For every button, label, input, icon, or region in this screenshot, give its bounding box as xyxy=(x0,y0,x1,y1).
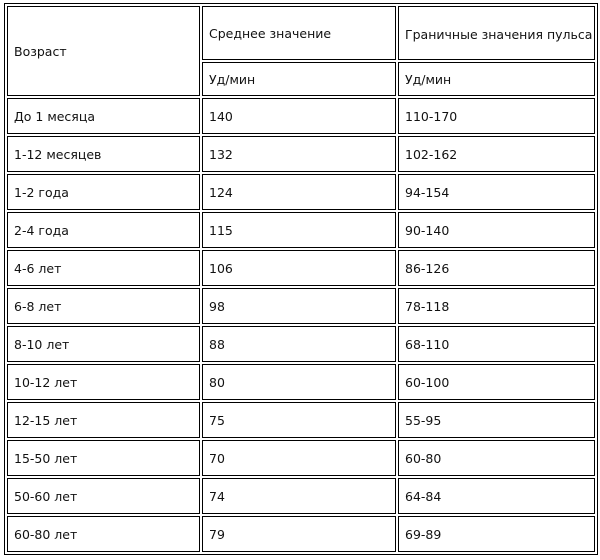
header-range-unit: Уд/мин xyxy=(398,62,595,96)
cell-age: 8-10 лет xyxy=(7,326,200,362)
cell-average: 140 xyxy=(202,98,396,134)
cell-range: 69-89 xyxy=(398,516,595,552)
table-row xyxy=(7,136,595,172)
cell-average: 79 xyxy=(202,516,396,552)
cell-age: 12-15 лет xyxy=(7,402,200,438)
cell-average: 75 xyxy=(202,402,396,438)
table-row xyxy=(7,478,595,514)
cell-average: 74 xyxy=(202,478,396,514)
cell-average: 70 xyxy=(202,440,396,476)
cell-average: 106 xyxy=(202,250,396,286)
pulse-rate-table xyxy=(4,3,598,555)
cell-age: 10-12 лет xyxy=(7,364,200,400)
cell-average: 115 xyxy=(202,212,396,248)
table-row xyxy=(7,98,595,134)
cell-average: 88 xyxy=(202,326,396,362)
cell-average: 98 xyxy=(202,288,396,324)
cell-age: До 1 месяца xyxy=(7,98,200,134)
cell-age: 6-8 лет xyxy=(7,288,200,324)
cell-age: 15-50 лет xyxy=(7,440,200,476)
cell-range: 110-170 xyxy=(398,98,595,134)
cell-range: 86-126 xyxy=(398,250,595,286)
cell-range: 60-80 xyxy=(398,440,595,476)
table-row xyxy=(7,402,595,438)
table-body xyxy=(7,6,595,552)
table-row xyxy=(7,288,595,324)
header-range: Граничные значения пульса xyxy=(398,6,595,60)
cell-range: 68-110 xyxy=(398,326,595,362)
cell-average: 124 xyxy=(202,174,396,210)
cell-age: 50-60 лет xyxy=(7,478,200,514)
header-row xyxy=(7,6,595,60)
header-average-unit: Уд/мин xyxy=(202,62,396,96)
cell-age: 60-80 лет xyxy=(7,516,200,552)
cell-age: 1-12 месяцев xyxy=(7,136,200,172)
table-row xyxy=(7,174,595,210)
cell-age: 1-2 года xyxy=(7,174,200,210)
table-row xyxy=(7,516,595,552)
cell-range: 78-118 xyxy=(398,288,595,324)
cell-age: 4-6 лет xyxy=(7,250,200,286)
cell-range: 55-95 xyxy=(398,402,595,438)
cell-range: 102-162 xyxy=(398,136,595,172)
table-row xyxy=(7,212,595,248)
cell-average: 80 xyxy=(202,364,396,400)
cell-range: 64-84 xyxy=(398,478,595,514)
table-row xyxy=(7,326,595,362)
table-row xyxy=(7,440,595,476)
cell-age: 2-4 года xyxy=(7,212,200,248)
table-row xyxy=(7,250,595,286)
cell-range: 90-140 xyxy=(398,212,595,248)
cell-average: 132 xyxy=(202,136,396,172)
table-row xyxy=(7,364,595,400)
cell-range: 60-100 xyxy=(398,364,595,400)
header-age: Возраст xyxy=(7,6,200,96)
cell-range: 94-154 xyxy=(398,174,595,210)
header-average: Среднее значение xyxy=(202,6,396,60)
